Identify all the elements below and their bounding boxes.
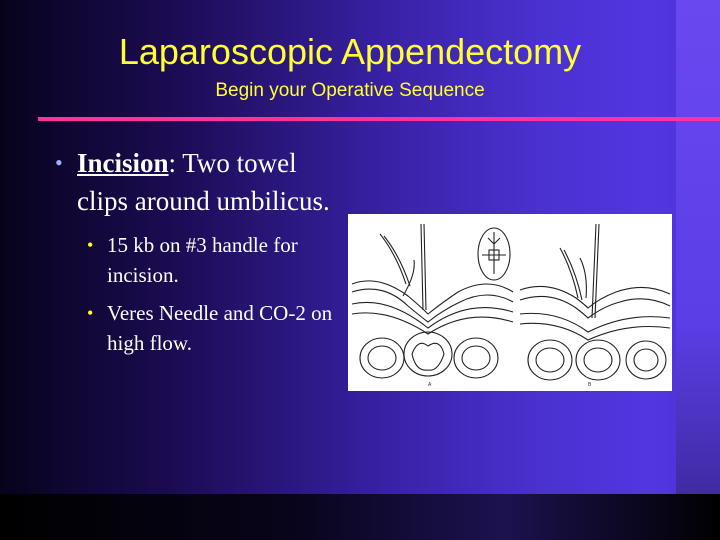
- surgical-illustration-svg: [348, 214, 672, 391]
- panel-a-label: A: [428, 382, 432, 388]
- slide-title: Laparoscopic Appendectomy: [118, 31, 582, 72]
- bottom-band: [0, 494, 720, 540]
- panel-b-drawing: [520, 224, 670, 380]
- sub-bullet-list: [55, 230, 345, 358]
- sub-bullet-item: [55, 298, 345, 358]
- sub-bullet-dot-icon: •: [87, 303, 94, 323]
- sub-bullet-item: [55, 230, 345, 290]
- surgical-illustration: [348, 214, 672, 391]
- sub-bullet-text: 15 kb on #3 handle for incision.: [107, 233, 298, 287]
- slide-subtitle: Begin your Operative Sequence: [215, 80, 485, 101]
- bullet-list: [55, 144, 345, 366]
- panel-b-label: B: [588, 382, 592, 388]
- veres-needle-icon: [478, 228, 510, 280]
- bullet-dot-icon: •: [55, 150, 63, 175]
- panel-a-drawing: [352, 224, 513, 378]
- bullet-lead: Incision: [77, 148, 169, 178]
- bullet-incision: [55, 144, 345, 220]
- title-divider: [38, 117, 720, 121]
- bullet-text: : Two towel clips around umbilicus.: [77, 148, 330, 216]
- sub-bullet-text: Veres Needle and CO-2 on high flow.: [107, 301, 333, 355]
- sub-bullet-dot-icon: •: [87, 235, 94, 255]
